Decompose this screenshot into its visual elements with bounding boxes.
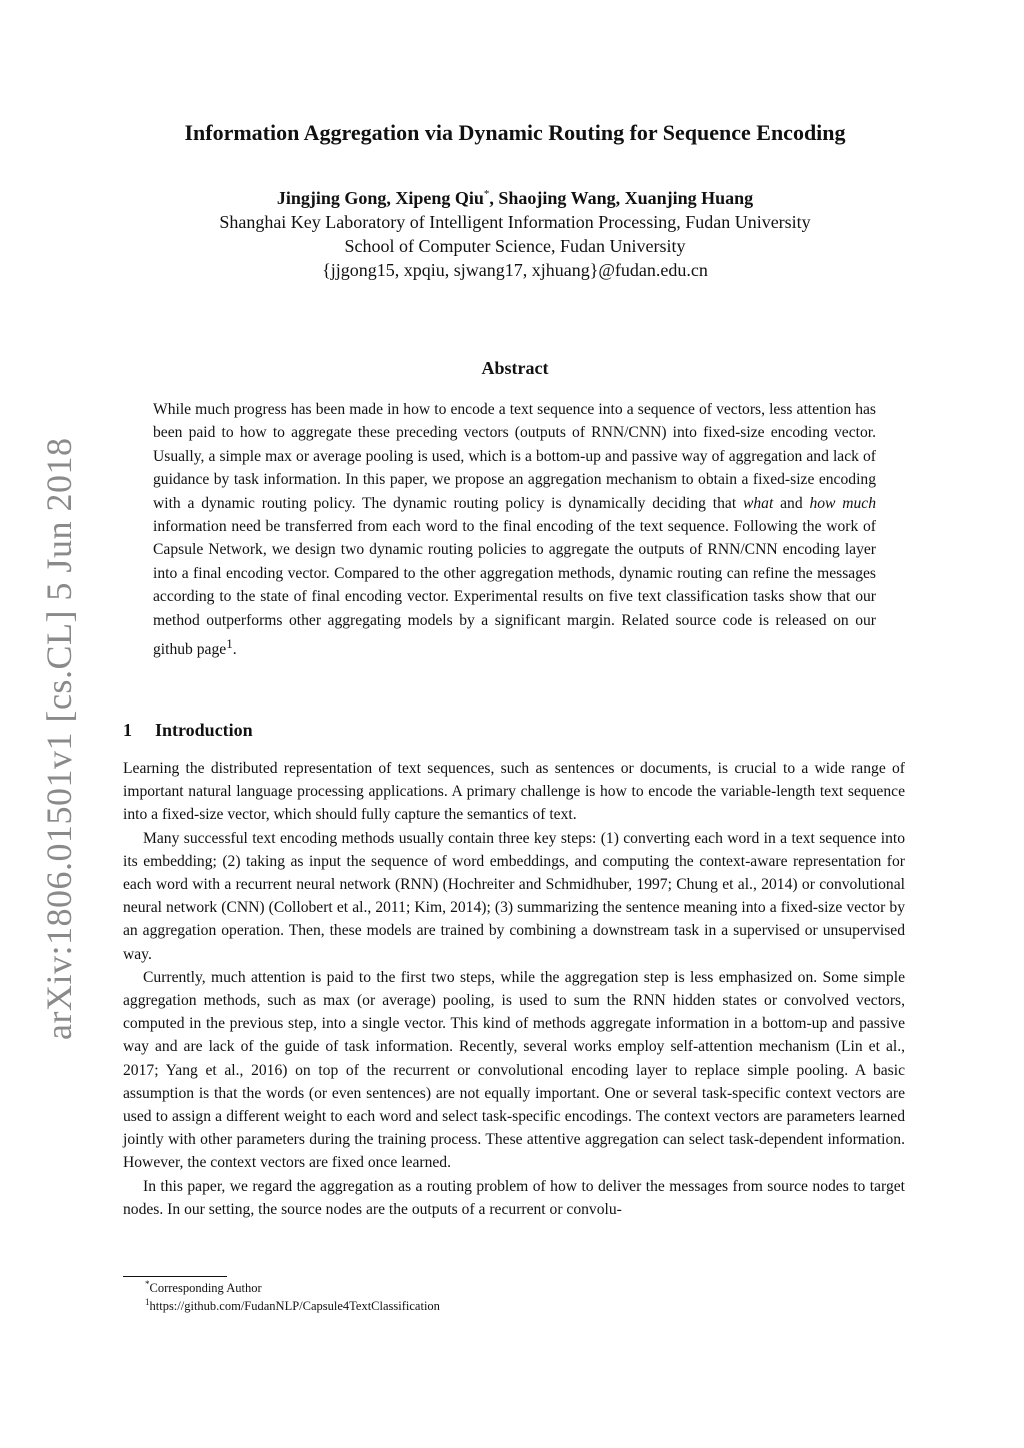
abstract-text-end: . bbox=[232, 641, 237, 659]
footnote-github-link bbox=[145, 1297, 905, 1315]
footnote-divider bbox=[123, 1276, 227, 1277]
corresponding-author-mark: * bbox=[483, 188, 490, 200]
intro-paragraph-3: Currently, much attention is paid to the first two steps, while the aggregation step is less emphasized on. Some simple aggregation methods, such as max (or average) pooling, is used to sum the RNN hidden states or convolved vectors, computed in the previous step, into a single vector. This kind of methods aggregate information in a bottom-up and passive way and are lack of the guide of task information. Recently, several works employ self-attention mechanism (Lin et al., 2017; Yang et al., 2016) on top of the recurrent or convolutional encoding layer to replace simple pooling. A basic assumption is that the words (or even sentences) are not equally important. One or several task-specific context vectors are used to assign a different weight to each word and select task-specific encodings. The context vectors are parameters learned jointly with other parameters during the training process. These attentive aggregation can select task-dependent information. However, the context vectors are fixed once learned. bbox=[123, 968, 905, 1172]
abstract-emphasis-how-much: how much bbox=[809, 494, 877, 512]
authors-second: Shaojing Wang, Xuanjing Huang bbox=[498, 188, 754, 208]
paper-title: Information Aggregation via Dynamic Routing for Sequence Encoding bbox=[184, 120, 846, 145]
abstract-text-2: information need be transferred from each word to the final encoding of the text sequence. Following the work of Capsule Network, we design two dynamic routing policies to aggregate the outputs of RNN/CNN encoding layer into a final encoding vector. Compared to the other aggregation methods, dynamic routing can refine the messages according to the state of final encoding vector. Experimental results on five text classification tasks show that our method outperforms other aggregating models by a significant margin. Related source code is released on our github page bbox=[153, 518, 876, 659]
abstract-body bbox=[153, 398, 876, 662]
section-title: Introduction bbox=[155, 720, 253, 740]
intro-paragraph-4: In this paper, we regard the aggregation as a routing problem of how to deliver the messages from source nodes to target nodes. In our setting, the source nodes are the outputs of a recurrent or convolu- bbox=[123, 1177, 905, 1218]
section-heading-introduction bbox=[123, 718, 253, 742]
intro-paragraph-2: Many successful text encoding methods usually contain three key steps: (1) converting each word in a text sequence into its embedding; (2) taking as input the sequence of word embeddings, and computing the context-aware representation for each word with a recurrent neural network (RNN) (Hochreiter and Schmidhuber, 1997; Chung et al., 2014) or convolutional neural network (CNN) (Collobert et al., 2011; Kim, 2014); (3) summarizing the sentence meaning into a fixed-size vector by an aggregation operation. Then, these models are trained by combining a downstream task in a supervised or unsupervised way. bbox=[123, 829, 905, 963]
author-list: Jingjing Gong, Xipeng Qiu*, Shaojing Wang, Xuanjing Huang bbox=[276, 188, 754, 208]
footnote-1-url[interactable]: https://github.com/FudanNLP/Capsule4TextClassification bbox=[149, 1299, 440, 1313]
abstract-heading: Abstract bbox=[481, 358, 549, 378]
footnotes bbox=[145, 1279, 905, 1315]
abstract-text-1: While much progress has been made in how to encode a text sequence into a sequence of vectors, less attention has been paid to how to aggregate these preceding vectors (outputs of RNN/CNN) into fixed-size encoding vector. Usually, a simple max or average pooling is used, which is a bottom-up and passive way of aggregation and lack of guidance by task information. In this paper, we propose an aggregation mechanism to obtain a fixed-size encoding with a dynamic routing policy. The dynamic routing policy is dynamically deciding that bbox=[153, 401, 876, 512]
footnote-1-mark: 1 bbox=[145, 1296, 150, 1307]
footnote-star-text: Corresponding Author bbox=[149, 1281, 262, 1295]
abstract-emphasis-what: what bbox=[742, 494, 774, 512]
footnote-star-mark: * bbox=[145, 1278, 150, 1289]
arxiv-identifier-stamp: arXiv:1806.01501v1 [cs.CL] 5 Jun 2018 bbox=[39, 437, 79, 1040]
abstract-text-and: and bbox=[773, 494, 810, 512]
intro-paragraph-1: Learning the distributed representation of text sequences, such as sentences or documents, is crucial to a wide range of important natural language processing applications. A primary challenge is how to encode the variable-length text sequence into a fixed-size vector, which should fully capture the semantics of text. bbox=[123, 760, 905, 824]
footnote-ref-1[interactable]: 1 bbox=[226, 636, 233, 652]
affiliation-school: School of Computer Science, Fudan University bbox=[344, 236, 686, 256]
affiliation-lab: Shanghai Key Laboratory of Intelligent Information Processing, Fudan University bbox=[219, 212, 811, 232]
footnote-corresponding-author bbox=[145, 1279, 905, 1297]
author-emails: {jjgong15, xpqiu, sjwang17, xjhuang}@fudan.edu.cn bbox=[322, 260, 708, 280]
section-number: 1 bbox=[123, 720, 132, 740]
authors-first: Jingjing Gong, Xipeng Qiu bbox=[276, 188, 484, 208]
introduction-body bbox=[123, 757, 905, 1221]
